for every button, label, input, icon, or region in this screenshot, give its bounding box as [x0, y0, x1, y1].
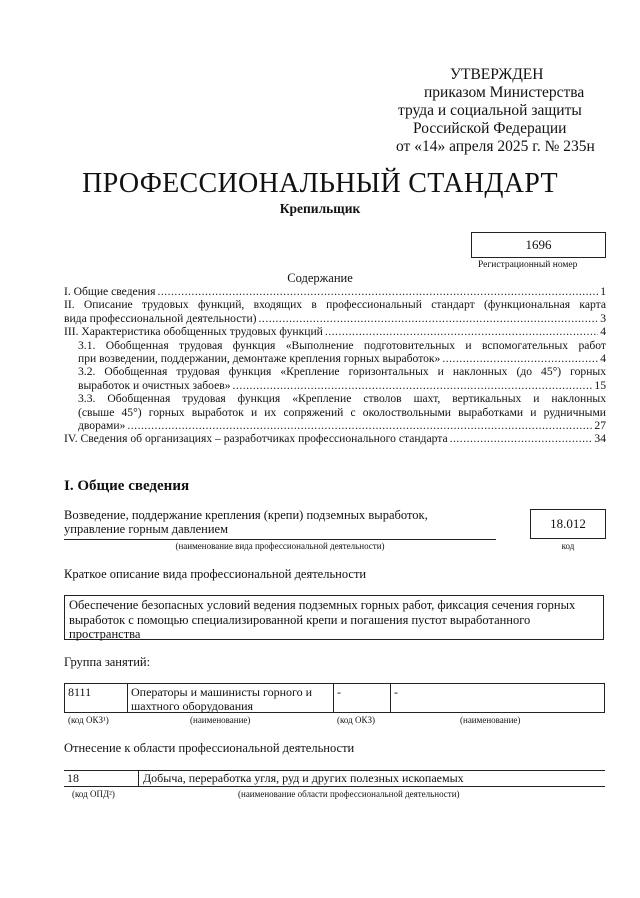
table-of-contents — [64, 285, 606, 446]
area-label: Отнесение к области профессиональной деятельности — [64, 741, 355, 755]
occupation-group-label: Группа занятий: — [64, 655, 151, 669]
opd-name-cell: Добыча, переработка угля, руд и других полезных ископаемых — [143, 771, 464, 785]
opd-name-caption: (наименование области профессиональной деятельности) — [238, 789, 460, 799]
brief-description-box: Обеспечение безопасных условий ведения подземных горных работ, фиксация сечения горных выработок с помощью специализированной крепи и погашения пустот выработанного пространства — [64, 595, 604, 640]
toc-entry[interactable]: 3.3. Обобщенная трудовая функция «Крепление стволов шахт, вертикальных и наклонных (свыше 45°) горных выработок и их сопряжений с околоствольными выработками и рудничными дворами» ..... 27 — [64, 392, 606, 432]
code-caption: код — [561, 541, 575, 551]
toc-entry[interactable]: 3.1. Обобщенная трудовая функция «Выполнение подготовительных и вспомогательных работ при возведении, поддержании, демонтаже крепления горных выработок» ..... 4 — [64, 339, 606, 366]
occupation-table — [64, 683, 605, 713]
okz-name-cell: Операторы и машинисты горного и шахтного оборудования — [131, 685, 313, 713]
okz-code-cell: 8111 — [68, 685, 92, 699]
activity-caption: (наименование вида профессиональной деятельности) — [175, 541, 385, 551]
toc-entry[interactable]: I. Общие сведения ..... 1 — [64, 285, 606, 298]
approval-line: приказом Министерства — [424, 84, 585, 101]
area-table — [64, 770, 605, 787]
section-heading: I. Общие сведения — [64, 478, 190, 494]
activity-name: Возведение, поддержание крепления (крепи) подземных выработок, управление горным давлением — [64, 508, 428, 536]
toc-heading: Содержание — [287, 271, 353, 285]
toc-entry[interactable]: IV. Сведения об организациях – разработчиках профессионального стандарта ..... 34 — [64, 432, 606, 445]
toc-entry[interactable]: 3.2. Обобщенная трудовая функция «Крепление горизонтальных и наклонных (до 45°) горных выработок и очистных забоев» ..... 15 — [64, 365, 606, 392]
toc-entry[interactable]: III. Характеристика обобщенных трудовых функций ..... 4 — [64, 325, 606, 338]
okz-code-caption: (код ОКЗ¹) — [68, 715, 109, 725]
approval-line: УТВЕРЖДЕН — [450, 66, 544, 83]
okz-code-caption: (код ОКЗ) — [337, 715, 375, 725]
opd-code-cell: 18 — [67, 771, 79, 785]
brief-description-label: Краткое описание вида профессиональной деятельности — [64, 567, 367, 581]
registration-number: 1696 — [471, 232, 606, 258]
opd-code-caption: (код ОПД²) — [72, 789, 115, 799]
document-subtitle: Крепильщик — [279, 201, 361, 216]
okz-name-caption: (наименование) — [460, 715, 521, 725]
approval-block — [380, 66, 620, 156]
document-title: ПРОФЕССИОНАЛЬНЫЙ СТАНДАРТ — [82, 168, 558, 199]
activity-code: 18.012 — [530, 509, 606, 539]
approval-line: от «14» апреля 2025 г. № 235н — [396, 138, 595, 155]
approval-line: Российской Федерации — [413, 120, 567, 137]
approval-line: труда и социальной защиты — [398, 102, 582, 119]
okz-name-caption: (наименование) — [190, 715, 251, 725]
okz-name-cell: - — [394, 685, 398, 699]
okz-code-cell: - — [337, 685, 341, 699]
toc-entry[interactable]: II. Описание трудовых функций, входящих в профессиональный стандарт (функциональная карта вида профессиональной деятельности) ..... 3 — [64, 298, 606, 325]
activity-underline — [64, 539, 496, 540]
registration-label: Регистрационный номер — [478, 260, 578, 270]
